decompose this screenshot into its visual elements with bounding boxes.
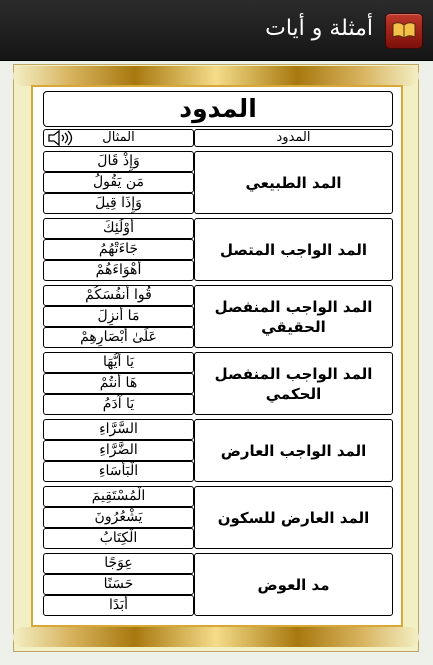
example-cell[interactable]: أَهْوَاءَهُمْ <box>43 260 194 281</box>
example-cell[interactable]: وَإِذَا قِيلَ <box>43 193 194 214</box>
madd-rule-cell[interactable]: مد العوض <box>194 553 393 616</box>
example-cell[interactable]: الضَّرَّاءِ <box>43 440 194 461</box>
top-ornament-bar <box>13 66 419 86</box>
book-icon[interactable] <box>385 13 423 49</box>
madd-rule-cell[interactable]: المد الواجب المنفصل الحقيقي <box>194 285 393 348</box>
madd-rule-cell[interactable]: المد الواجب العارض <box>194 419 393 482</box>
madd-rule-cell[interactable]: المد الطبيعي <box>194 151 393 214</box>
example-cell[interactable]: هَا أَنتُمْ <box>43 373 194 394</box>
example-cell[interactable]: يَشْعُرُونَ <box>43 507 194 528</box>
madd-rule-cell[interactable]: المد الواجب المنفصل الحكمي <box>194 352 393 415</box>
example-cell[interactable]: أَبَدًا <box>43 595 194 616</box>
example-cell[interactable]: جَاءَتْهُمُ <box>43 239 194 260</box>
speaker-icon[interactable] <box>46 130 76 146</box>
example-cell[interactable]: قُوا أَنفُسَكُمْ <box>43 285 194 306</box>
column-header-example-label: المثال <box>102 130 135 145</box>
example-cell[interactable]: وَإِذْ قَالَ <box>43 151 194 172</box>
app-title: أمثلة و أيات <box>265 16 373 41</box>
example-cell[interactable]: يَا آدَمُ <box>43 394 194 415</box>
bottom-ornament-bar <box>13 627 419 647</box>
example-cell[interactable]: عَلَىٰ أَبْصَارِهِمْ <box>43 327 194 348</box>
column-header-madd: المدود <box>194 129 393 147</box>
example-cell[interactable]: يَا أَيُّهَا <box>43 352 194 373</box>
column-header-example <box>43 129 194 147</box>
example-cell[interactable]: أُوْلَٰئِكَ <box>43 218 194 239</box>
page-title: المدود <box>43 91 393 127</box>
example-cell[interactable]: الْبَأْسَاءِ <box>43 461 194 482</box>
example-cell[interactable]: مَا أُنزِلَ <box>43 306 194 327</box>
madd-rule-cell[interactable]: المد العارض للسكون <box>194 486 393 549</box>
madd-rule-cell[interactable]: المد الواجب المتصل <box>194 218 393 281</box>
example-cell[interactable]: حَسَنًا <box>43 574 194 595</box>
example-cell[interactable]: مَن يَقُولُ <box>43 172 194 193</box>
example-cell[interactable]: الْمُسْتَقِيمَ <box>43 486 194 507</box>
example-cell[interactable]: عِوَجًا <box>43 553 194 574</box>
example-cell[interactable]: السَّرَّاءِ <box>43 419 194 440</box>
title-bar <box>0 0 433 61</box>
example-cell[interactable]: الْكِتَابُ <box>43 528 194 549</box>
madd-table[interactable] <box>31 85 403 627</box>
